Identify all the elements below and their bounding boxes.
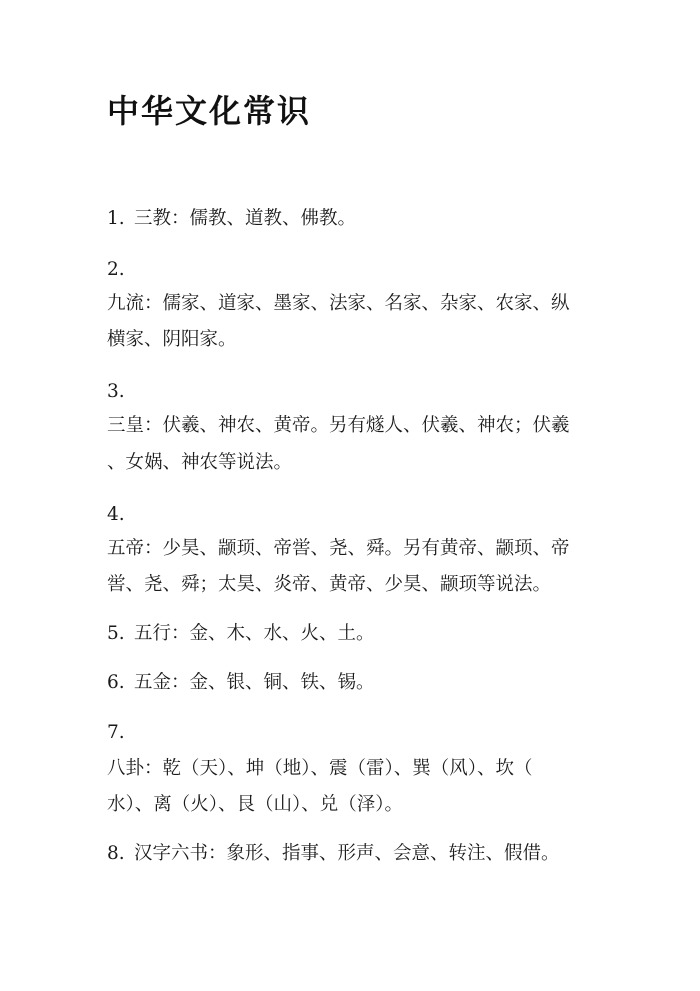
item-text-4-line2: 喾、尧、舜；太昊、炎帝、黄帝、少昊、颛顼等说法。 [107, 574, 552, 595]
item-number: 6. [107, 672, 125, 693]
item-number-7: 7. [107, 722, 125, 743]
item-text: 三教：儒教、道教、佛教。 [134, 208, 357, 229]
item-text-7-line1: 八卦：乾（天）、坤（地）、震（雷）、巽（风）、坎（ [107, 758, 533, 779]
list-item-5 [107, 622, 375, 646]
list-item-1 [107, 207, 356, 231]
item-number: 1. [107, 208, 125, 229]
item-text-2-line2: 横家、阴阳家。 [107, 329, 237, 350]
list-item-8 [107, 842, 560, 866]
item-text-4-line1: 五帝：少昊、颛顼、帝喾、尧、舜。另有黄帝、颛顼、帝 [107, 538, 570, 559]
document-title: 中华文化常识 [107, 92, 312, 130]
item-number-2: 2. [107, 259, 125, 280]
item-number: 8. [107, 843, 125, 864]
item-number: 5. [107, 623, 125, 644]
item-number-3: 3. [107, 381, 125, 402]
item-number-4: 4. [107, 504, 125, 525]
item-text-3-line1: 三皇：伏羲、神农、黄帝。另有燧人、伏羲、神农；伏羲 [107, 415, 570, 436]
item-text: 五行：金、木、水、火、土。 [134, 623, 375, 644]
item-text: 汉字六书：象形、指事、形声、会意、转注、假借。 [134, 843, 560, 864]
list-item-6 [107, 671, 375, 695]
item-text-2-line1: 九流：儒家、道家、墨家、法家、名家、杂家、农家、纵 [107, 293, 570, 314]
item-text: 五金：金、银、铜、铁、锡。 [134, 672, 375, 693]
item-text-3-line2: 、女娲、神农等说法。 [107, 452, 293, 473]
item-text-7-line2: 水）、离（火）、艮（山）、兑（泽）。 [107, 794, 404, 815]
